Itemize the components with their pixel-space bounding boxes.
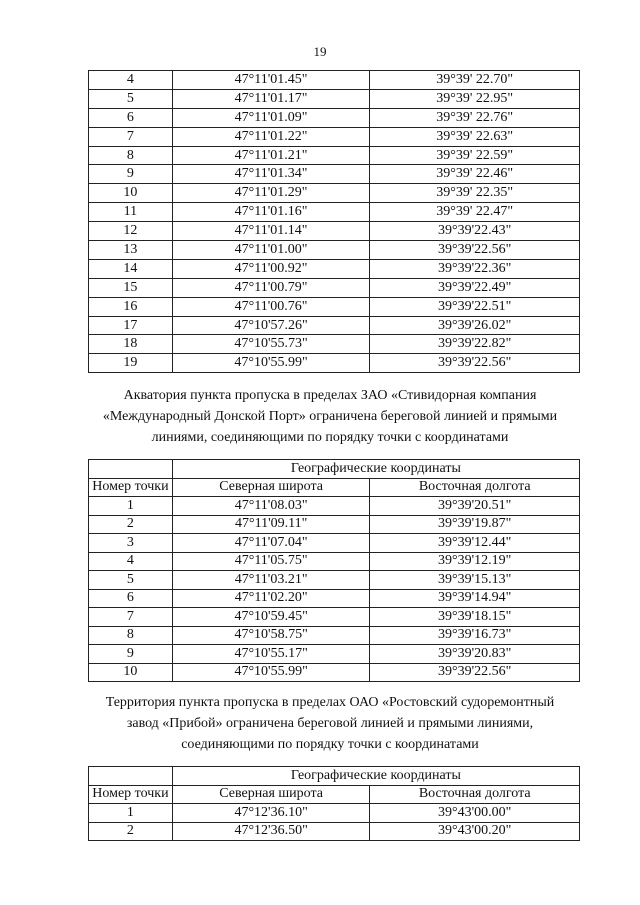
coordinates-table-continued: [88, 70, 580, 373]
point-number-cell: 6: [89, 589, 173, 608]
table-row: [89, 241, 580, 260]
point-number-cell: 3: [89, 534, 173, 553]
east-longitude-cell: 39°43'00.20": [370, 822, 580, 841]
east-longitude-cell: 39°39' 22.35": [370, 184, 580, 203]
table-row: [89, 822, 580, 841]
point-number-cell: 16: [89, 297, 173, 316]
column-header-row: [89, 478, 580, 497]
point-number-cell: 8: [89, 146, 173, 165]
north-latitude-cell: 47°11'07.04": [172, 534, 370, 553]
column-header-row: [89, 785, 580, 804]
north-latitude-cell: 47°11'01.17": [172, 89, 370, 108]
table-row: [89, 316, 580, 335]
north-latitude-cell: 47°10'57.26": [172, 316, 370, 335]
north-latitude-cell: 47°11'02.20": [172, 589, 370, 608]
north-latitude-cell: 47°10'55.17": [172, 645, 370, 664]
east-longitude-cell: 39°39' 22.95": [370, 89, 580, 108]
table-row: [89, 278, 580, 297]
north-latitude-cell: 47°11'01.14": [172, 222, 370, 241]
north-latitude-cell: 47°12'36.50": [172, 822, 370, 841]
point-number-cell: 6: [89, 108, 173, 127]
point-number-cell: 5: [89, 89, 173, 108]
north-latitude-header: Северная широта: [172, 785, 370, 804]
point-number-cell: 11: [89, 203, 173, 222]
table-row: [89, 203, 580, 222]
north-latitude-cell: 47°11'01.29": [172, 184, 370, 203]
table-header: [89, 767, 580, 804]
east-longitude-cell: 39°39'22.49": [370, 278, 580, 297]
point-number-cell: 13: [89, 241, 173, 260]
geo-coordinates-header: Географические координаты: [172, 767, 579, 786]
east-longitude-cell: 39°39'22.43": [370, 222, 580, 241]
table-row: [89, 663, 580, 682]
north-latitude-cell: 47°11'08.03": [172, 497, 370, 516]
east-longitude-cell: 39°39' 22.70": [370, 71, 580, 90]
point-number-cell: 7: [89, 127, 173, 146]
north-latitude-cell: 47°12'36.10": [172, 804, 370, 823]
north-latitude-cell: 47°11'01.34": [172, 165, 370, 184]
east-longitude-cell: 39°39'14.94": [370, 589, 580, 608]
north-latitude-cell: 47°10'58.75": [172, 626, 370, 645]
table-body: [89, 71, 580, 373]
east-longitude-cell: 39°39'16.73": [370, 626, 580, 645]
point-number-cell: 19: [89, 354, 173, 373]
geo-coordinates-header: Географические координаты: [172, 460, 579, 479]
point-number-cell: 9: [89, 645, 173, 664]
table-row: [89, 589, 580, 608]
east-longitude-cell: 39°39'22.36": [370, 259, 580, 278]
page-number: 19: [313, 44, 327, 59]
east-longitude-cell: 39°39'12.19": [370, 552, 580, 571]
north-latitude-cell: 47°11'01.22": [172, 127, 370, 146]
table-row: [89, 497, 580, 516]
shipyard-coordinates-table: [88, 766, 580, 841]
table-row: [89, 354, 580, 373]
east-longitude-cell: 39°39'22.82": [370, 335, 580, 354]
north-latitude-cell: 47°11'00.79": [172, 278, 370, 297]
point-number-cell: 2: [89, 515, 173, 534]
table-row: [89, 108, 580, 127]
north-latitude-cell: 47°11'01.16": [172, 203, 370, 222]
east-longitude-cell: 39°39'22.51": [370, 297, 580, 316]
table-row: [89, 804, 580, 823]
table-row: [89, 146, 580, 165]
north-latitude-cell: 47°11'01.45": [172, 71, 370, 90]
point-number-cell: 8: [89, 626, 173, 645]
table-row: [89, 297, 580, 316]
port-coordinates-table: [88, 459, 580, 682]
east-longitude-cell: 39°39'19.87": [370, 515, 580, 534]
east-longitude-cell: 39°39' 22.47": [370, 203, 580, 222]
north-latitude-header: Северная широта: [172, 478, 370, 497]
point-number-cell: 15: [89, 278, 173, 297]
north-latitude-cell: 47°11'05.75": [172, 552, 370, 571]
group-header-row: [89, 460, 580, 479]
east-longitude-cell: 39°39'18.15": [370, 608, 580, 627]
east-longitude-cell: 39°39'12.44": [370, 534, 580, 553]
point-number-header: Номер точки: [89, 478, 173, 497]
point-number-cell: 12: [89, 222, 173, 241]
table-row: [89, 335, 580, 354]
east-longitude-cell: 39°39'20.51": [370, 497, 580, 516]
north-latitude-cell: 47°11'01.21": [172, 146, 370, 165]
table-row: [89, 626, 580, 645]
north-latitude-cell: 47°11'01.09": [172, 108, 370, 127]
table-row: [89, 645, 580, 664]
point-number-cell: 5: [89, 571, 173, 590]
table-row: [89, 71, 580, 90]
point-number-cell: 18: [89, 335, 173, 354]
table-row: [89, 571, 580, 590]
table-row: [89, 259, 580, 278]
north-latitude-cell: 47°11'09.11": [172, 515, 370, 534]
table-row: [89, 608, 580, 627]
paragraph-line: Территория пункта пропуска в пределах ОАО «Ростовский судоремонтный: [105, 695, 555, 710]
point-number-cell: 14: [89, 259, 173, 278]
group-header-row: [89, 767, 580, 786]
north-latitude-cell: 47°11'03.21": [172, 571, 370, 590]
table-row: [89, 534, 580, 553]
north-latitude-cell: 47°11'00.92": [172, 259, 370, 278]
table-row: [89, 165, 580, 184]
point-number-cell: 4: [89, 71, 173, 90]
water-area-description: [80, 385, 580, 448]
point-number-cell: 10: [89, 663, 173, 682]
east-longitude-cell: 39°39'22.56": [370, 241, 580, 260]
east-longitude-cell: 39°39'22.56": [370, 354, 580, 373]
north-latitude-cell: 47°10'55.99": [172, 354, 370, 373]
east-longitude-cell: 39°39'22.56": [370, 663, 580, 682]
north-latitude-cell: 47°11'01.00": [172, 241, 370, 260]
table-row: [89, 184, 580, 203]
east-longitude-cell: 39°39' 22.46": [370, 165, 580, 184]
east-longitude-cell: 39°43'00.00": [370, 804, 580, 823]
east-longitude-cell: 39°39'26.02": [370, 316, 580, 335]
paragraph-line: «Международный Донской Порт» ограничена береговой линией и прямыми: [102, 409, 558, 424]
paragraph-line: завод «Прибой» ограничена береговой линией и прямыми линиями,: [126, 716, 534, 731]
paragraph-line: соединяющими по порядку точки с координатами: [181, 737, 479, 752]
table-row: [89, 127, 580, 146]
point-number-cell: 10: [89, 184, 173, 203]
table-header: [89, 460, 580, 497]
east-longitude-cell: 39°39'15.13": [370, 571, 580, 590]
point-number-cell: 1: [89, 804, 173, 823]
east-longitude-cell: 39°39' 22.59": [370, 146, 580, 165]
point-number-cell: 2: [89, 822, 173, 841]
point-number-cell: 7: [89, 608, 173, 627]
east-longitude-cell: 39°39'20.83": [370, 645, 580, 664]
paragraph-line: Акватория пункта пропуска в пределах ЗАО «Стивидорная компания: [123, 388, 537, 403]
table-body: [89, 497, 580, 682]
north-latitude-cell: 47°10'59.45": [172, 608, 370, 627]
paragraph-line: линиями, соединяющими по порядку точки с координатами: [151, 430, 509, 445]
point-number-cell: 4: [89, 552, 173, 571]
point-number-cell: 9: [89, 165, 173, 184]
table-row: [89, 89, 580, 108]
east-longitude-header: Восточная долгота: [370, 478, 580, 497]
table-row: [89, 222, 580, 241]
east-longitude-cell: 39°39' 22.76": [370, 108, 580, 127]
territory-description: [80, 692, 580, 755]
north-latitude-cell: 47°10'55.73": [172, 335, 370, 354]
table-row: [89, 515, 580, 534]
point-number-cell: 17: [89, 316, 173, 335]
point-number-cell: 1: [89, 497, 173, 516]
table-row: [89, 552, 580, 571]
north-latitude-cell: 47°10'55.99": [172, 663, 370, 682]
table-body: [89, 804, 580, 841]
east-longitude-cell: 39°39' 22.63": [370, 127, 580, 146]
point-number-header: Номер точки: [89, 785, 173, 804]
north-latitude-cell: 47°11'00.76": [172, 297, 370, 316]
east-longitude-header: Восточная долгота: [370, 785, 580, 804]
